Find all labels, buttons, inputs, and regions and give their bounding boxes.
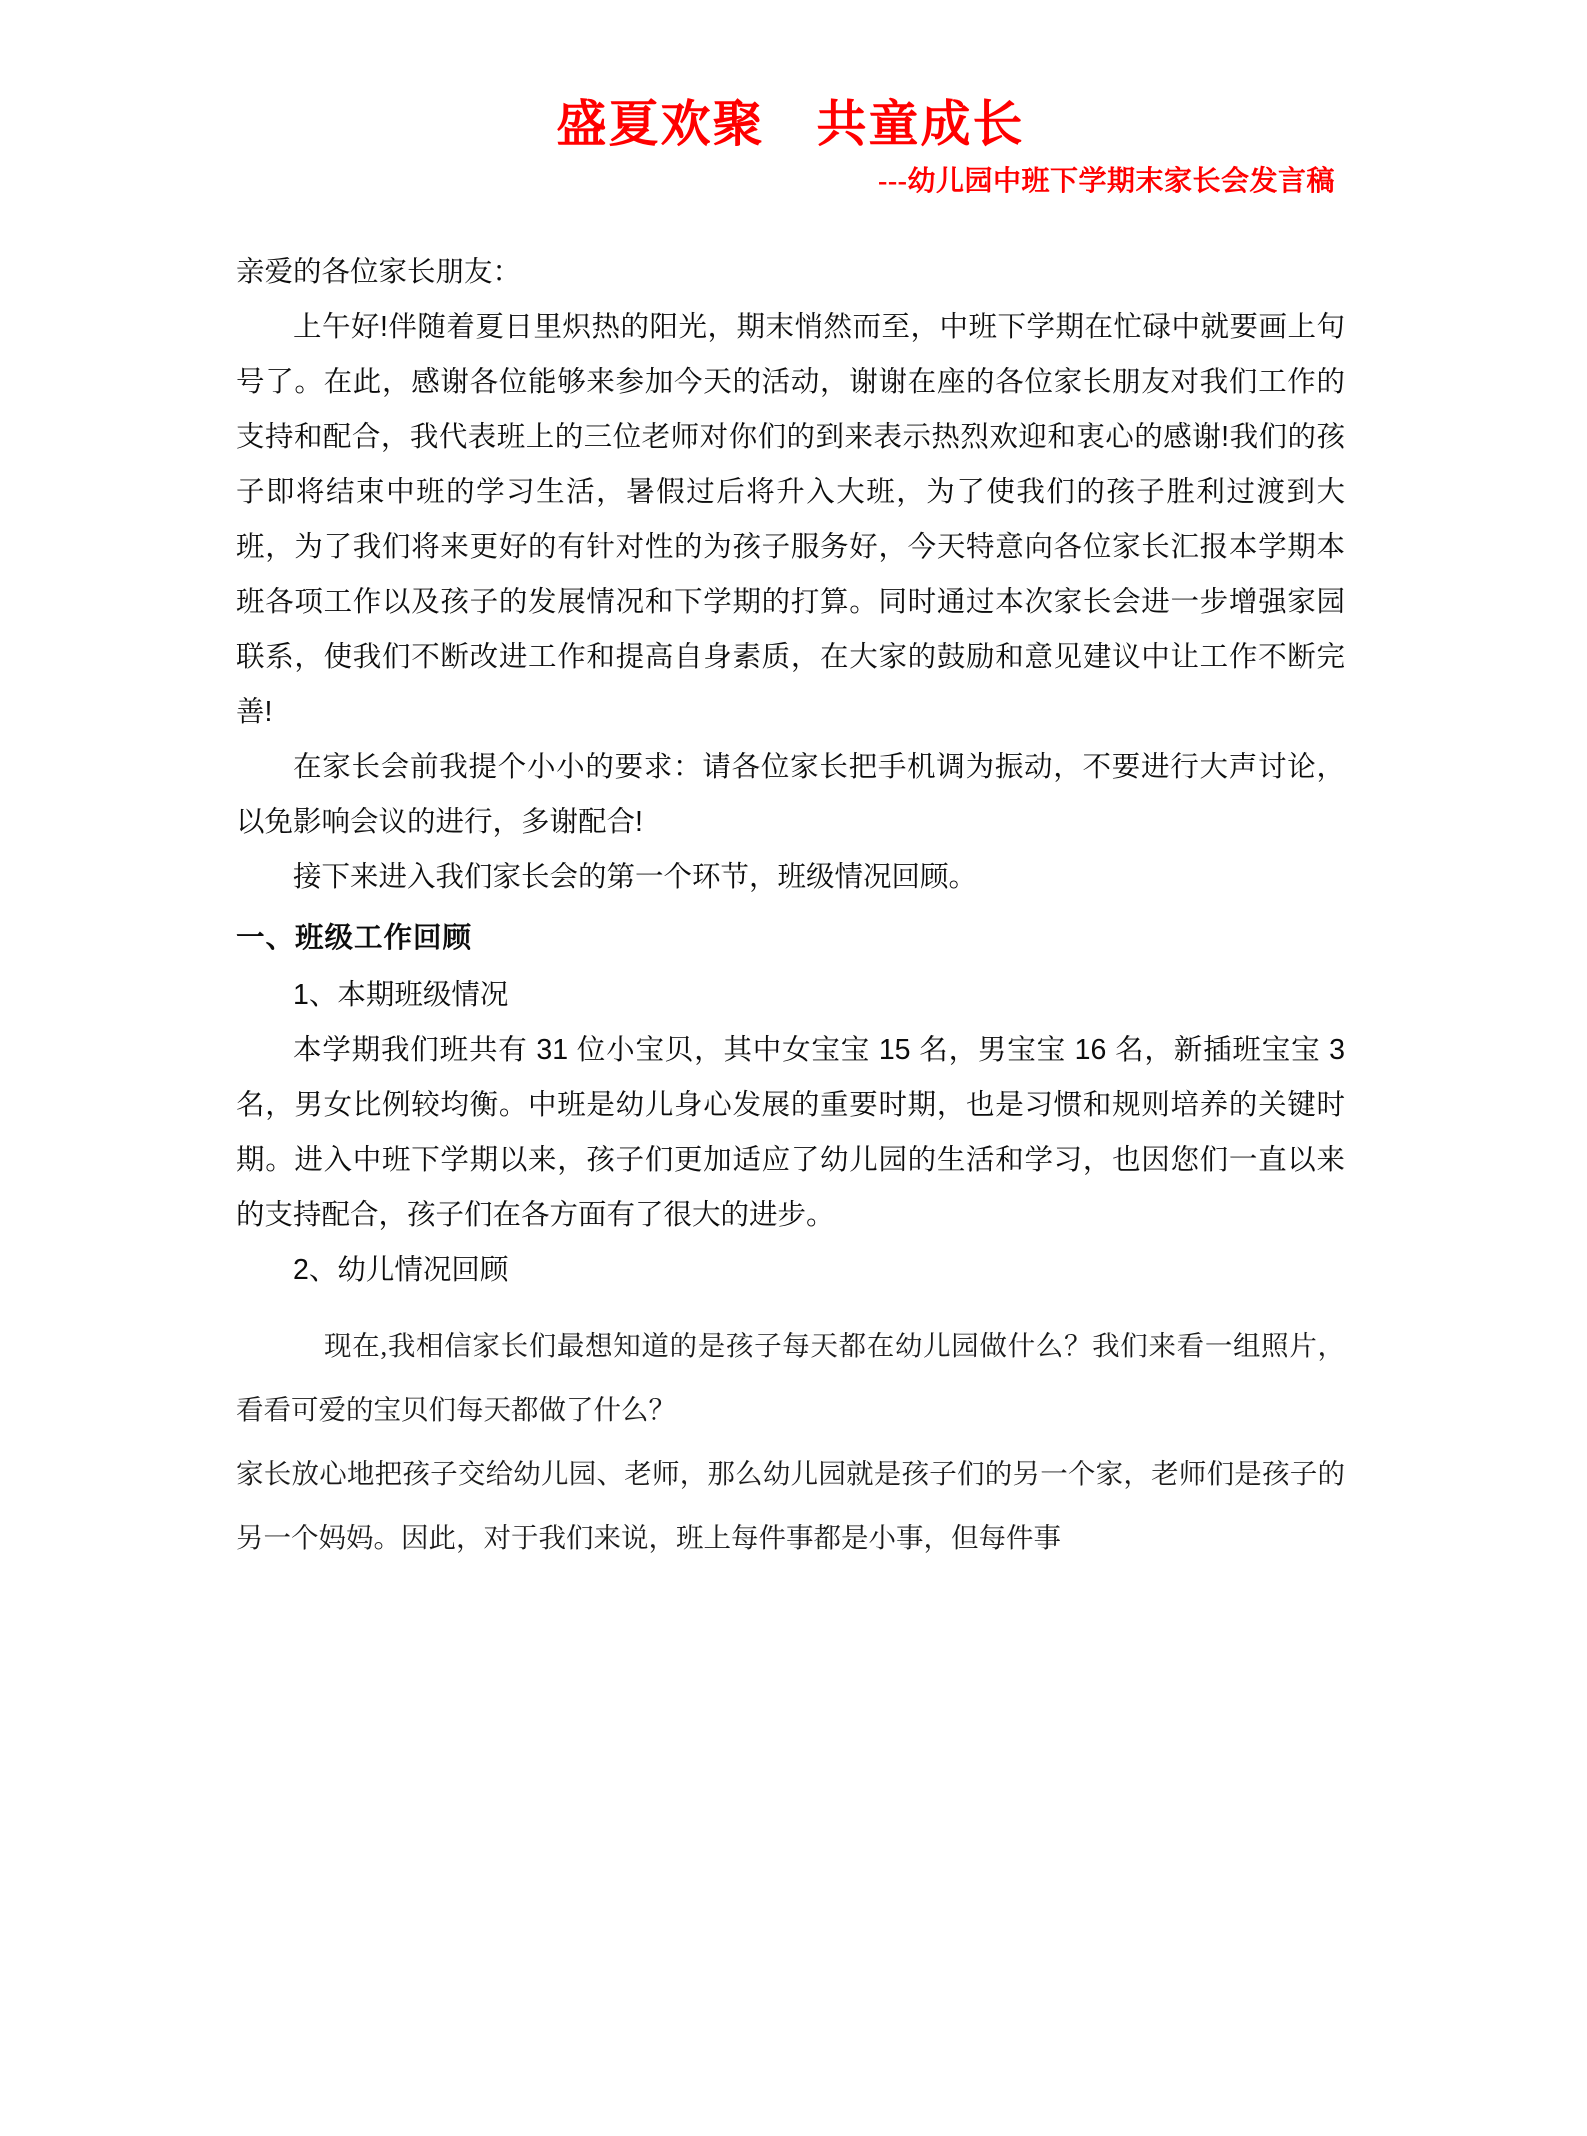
- page-title: 盛夏欢聚 共童成长: [556, 96, 1025, 152]
- paragraph-request: 在家长会前我提个小小的要求：请各位家长把手机调为振动，不要进行大声讨论，以免影响会议的进行，多谢配合!: [236, 750, 1345, 838]
- paragraph-photos-intro: 现在,我相信家长们最想知道的是孩子每天都在幼儿园做什么？我们来看一组照片，看看可爱的宝贝们每天都做了什么？: [236, 1329, 1345, 1425]
- sub-heading-current-class-status: 1、本期班级情况: [293, 978, 509, 1011]
- paragraph-opening: 上午好!伴随着夏日里炽热的阳光，期末悄然而至，中班下学期在忙碌中就要画上句号了。在此，感谢各位能够来参加今天的活动，谢谢在座的各位家长朋友对我们工作的支持和配合，我代表班上的三位老师对你们的到来表示热烈欢迎和衷心的感谢!我们的孩子即将结束中班的学习生活，暑假过后将升入大班，为了使我们的孩子胜利过渡到大班，为了我们将来更好的有针对性的为孩子服务好，今天特意向各位家长汇报本学期本班各项工作以及孩子的发展情况和下学期的打算。同时通过本次家长会进一步增强家园联系，使我们不断改进工作和提高自身素质，在大家的鼓励和意见建议中让工作不断完善!: [236, 310, 1345, 728]
- sub-heading-children-review: 2、幼儿情况回顾: [293, 1253, 509, 1286]
- page-subtitle: ---幼儿园中班下学期末家长会发言稿: [878, 166, 1335, 197]
- document-body-serif: [236, 1314, 1345, 1570]
- salutation: 亲爱的各位家长朋友：: [236, 255, 522, 288]
- paragraph-second-home: 家长放心地把孩子交给幼儿园、老师，那么幼儿园就是孩子们的另一个家，老师们是孩子的另一个妈妈。因此，对于我们来说，班上每件事都是小事，但每件事: [236, 1457, 1345, 1553]
- section-heading-class-work-review: 一、班级工作回顾: [236, 921, 473, 954]
- paragraph-class-statistics: 本学期我们班共有 31 位小宝贝，其中女宝宝 15 名，男宝宝 16 名，新插班宝宝 3 名，男女比例较均衡。中班是幼儿身心发展的重要时期，也是习惯和规则培养的关键时期。进入中班下学期以来，孩子们更加适应了幼儿园的生活和学习，也因您们一直以来的支持配合，孩子们在各方面有了很大的进步。: [236, 1033, 1345, 1231]
- document-body: [236, 245, 1345, 1298]
- paragraph-next-section: 接下来进入我们家长会的第一个环节，班级情况回顾。: [293, 860, 978, 893]
